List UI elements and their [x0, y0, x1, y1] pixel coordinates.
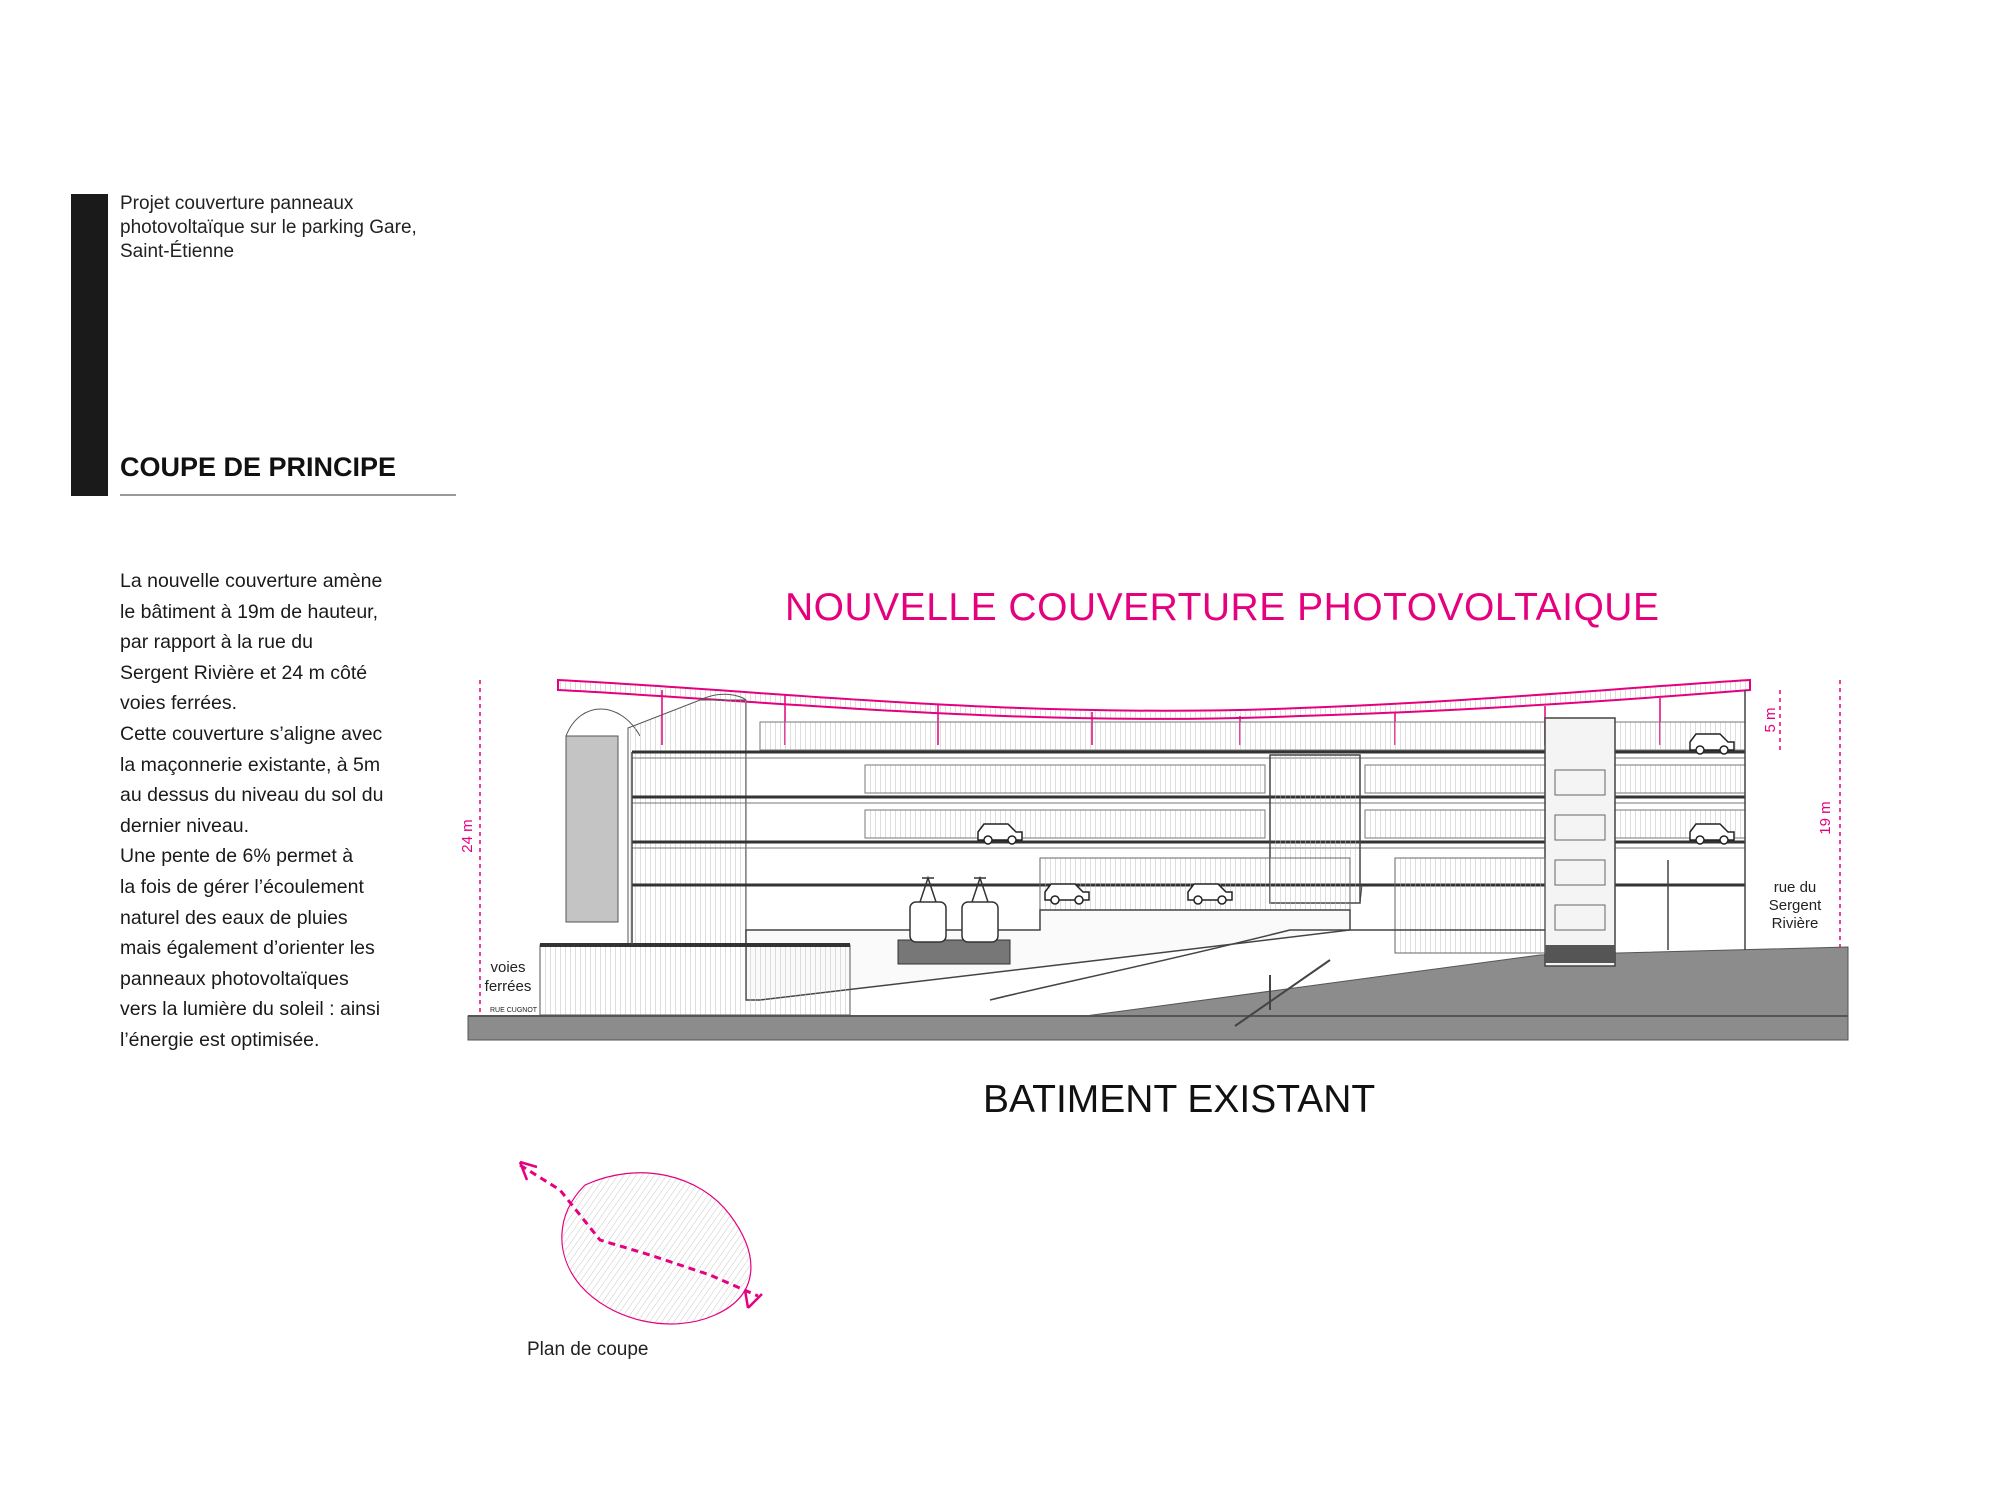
lower-bay-right — [1395, 858, 1545, 953]
label-street-3: Rivière — [1771, 915, 1819, 932]
body-line: vers la lumière du soleil : ainsi — [120, 998, 381, 1021]
sidebar-tag-label: FAISABILITÉ — [151, 392, 169, 496]
section-title: COUPE DE PRINCIPE — [120, 452, 397, 482]
body-line: par rapport à la rue du — [120, 631, 313, 654]
plan-caption: Plan de coupe — [527, 1339, 649, 1360]
body-line: au dessus du niveau du sol du — [120, 784, 384, 807]
label-street-small: RUE CUGNOT — [490, 1007, 538, 1014]
body-line: Cette couverture s’aligne avec — [120, 722, 383, 745]
left-tower — [566, 736, 618, 922]
tram-pit — [898, 940, 1010, 964]
top-railing — [760, 722, 1550, 750]
left-base — [540, 945, 850, 1015]
label-street-2: Sergent — [1768, 897, 1822, 914]
dim-19m: 19 m — [1817, 801, 1834, 835]
dim-5m: 5 m — [1762, 707, 1779, 733]
project-line: photovoltaïque sur le parking Gare, — [120, 217, 417, 238]
body-line: voies ferrées. — [120, 692, 238, 715]
key-plan — [520, 1162, 762, 1324]
body-line: la maçonnerie existante, à 5m — [120, 753, 381, 776]
label-rail-1: voies — [490, 959, 526, 976]
body-line: le bâtiment à 19m de hauteur, — [120, 600, 379, 623]
label-street-1: rue du — [1773, 879, 1817, 896]
cut-arrow-top — [520, 1162, 537, 1180]
body-line: La nouvelle couverture amène — [120, 570, 383, 592]
body-line: Une pente de 6% permet à — [120, 845, 354, 868]
body-line: panneaux photovoltaïques — [120, 967, 349, 990]
body-line: Sergent Rivière et 24 m côté — [120, 661, 368, 684]
tram-pantographs — [920, 878, 988, 902]
project-line: Projet couverture panneaux — [120, 193, 354, 214]
dim-24m: 24 m — [459, 819, 476, 853]
diagram-subtitle: BATIMENT EXISTANT — [983, 1078, 1376, 1121]
stair-core-base — [1545, 945, 1615, 963]
diagram-title: NOUVELLE COUVERTURE PHOTOVOLTAIQUE — [785, 586, 1660, 629]
project-line: Saint-Étienne — [120, 241, 235, 262]
body-line: dernier niveau. — [120, 814, 249, 837]
body-line: la fois de gérer l’écoulement — [120, 875, 364, 898]
body-line: l’énergie est optimisée. — [120, 1028, 320, 1051]
label-rail-2: ferrées — [484, 978, 532, 995]
plan-outline — [562, 1173, 751, 1324]
left-base-slab — [540, 943, 850, 947]
body-line: mais également d’orienter les — [120, 937, 375, 960]
body-line: naturel des eaux de pluies — [120, 906, 348, 929]
spiral-ramp — [628, 700, 746, 945]
